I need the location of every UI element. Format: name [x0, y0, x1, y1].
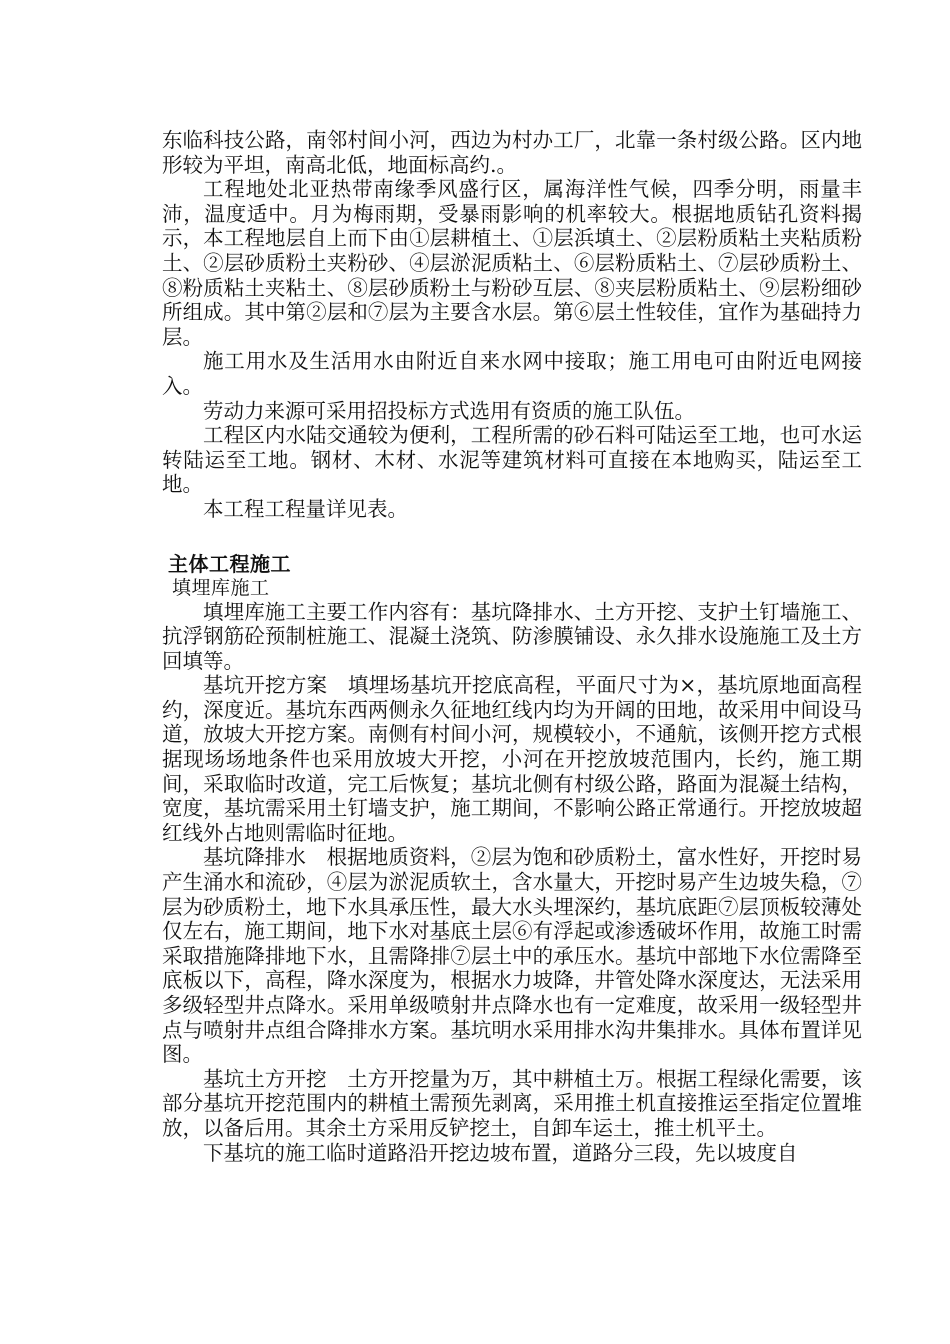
- paragraph-excavation-plan: 基坑开挖方案 填埋场基坑开挖底高程，平面尺寸为×，基坑原地面高程约，深度近。基坑东西两侧永久征地红线内均为开阔的田地，故采用中间设马道，放坡大开挖方案。南侧有村间小河，规模较小，不通航，该侧开挖方式根据现场场地条件也采用放坡大开挖，小河在开挖放坡范围内，长约，施工期间，采取临时改道，完工后恢复；基坑北侧有村级公路，路面为混凝土结构，宽度，基坑需采用土钉墙支护，施工期间，不影响公路正常通行。开挖放坡超红线外占地则需临时征地。: [162, 673, 862, 845]
- paragraph-water-power: 施工用水及生活用水由附近自来水网中接取；施工用电可由附近电网接入。: [162, 349, 862, 398]
- paragraph-dewatering: 基坑降排水 根据地质资料，②层为饱和砂质粉土，富水性好，开挖时易产生涌水和流砂，④层为淤泥质软土，含水量大，开挖时易产生边坡失稳，⑦层为砂质粉土，地下水具承压性，最大水头埋深约，基坑底距⑦层顶板较薄处仅左右，施工期间，地下水对基底土层⑥有浮起或渗透破坏作用，故施工时需采取措施降排地下水，且需降排⑦层土中的承压水。基坑中部地下水位需降至底板以下，高程，降水深度为，根据水力坡降，井管处降水深度达，无法采用多级轻型井点降水。采用单级喷射井点降水也有一定难度，故采用一级轻型井点与喷射井点组合降排水方案。基坑明水采用排水沟井集排水。具体布置详见图。: [162, 845, 862, 1067]
- paragraph-quantities: 本工程工程量详见表。: [203, 496, 408, 521]
- paragraph-transport: 工程区内水陆交通较为便利，工程所需的砂石料可陆运至工地，也可水运转陆运至工地。钢材、木材、水泥等建筑材料可直接在本地购买，陆运至工地。: [162, 423, 862, 497]
- paragraph-earthwork: 基坑土方开挖 土方开挖量为万，其中耕植土万。根据工程绿化需要，该部分基坑开挖范围内的耕植土需预先剥离，采用推土机直接推运至指定位置堆放，以备后用。其余土方采用反铲挖土，自卸车运土，推土机平土。: [162, 1066, 862, 1140]
- section-heading: 主体工程施工: [168, 551, 291, 576]
- paragraph-temp-road: 下基坑的施工临时道路沿开挖边坡布置，道路分三段，先以坡度自: [203, 1140, 798, 1165]
- sub-heading: 填埋库施工: [172, 576, 270, 599]
- paragraph-location: 东临科技公路，南邻村间小河，西边为村办工厂，北靠一条村级公路。区内地形较为平坦，南高北低，地面标高约.。: [162, 128, 862, 177]
- document-body: [162, 128, 862, 1165]
- paragraph-climate-geology: 工程地处北亚热带南缘季风盛行区，属海洋性气候，四季分明，雨量丰沛，温度适中。月为梅雨期，受暴雨影响的机率较大。根据地质钻孔资料揭示，本工程地层自上而下由①层耕植土、①层浜填土、②层粉质粘土夹粘质粉土、②层砂质粉土夹粉砂、④层淤泥质粘土、⑥层粉质粘土、⑦层砂质粉土、⑧粉质粘土夹粘土、⑧层砂质粉土与粉砂互层、⑧夹层粉质粘土、⑨层粉细砂所组成。其中第②层和⑦层为主要含水层。第⑥层土性较佳，宜作为基础持力层。: [162, 177, 862, 349]
- paragraph-labor: 劳动力来源可采用招投标方式选用有资质的施工队伍。: [203, 398, 695, 423]
- paragraph-landfill-scope: 填埋库施工主要工作内容有：基坑降排水、土方开挖、支护土钉墙施工、抗浮钢筋砼预制桩施工、混凝土浇筑、防渗膜铺设、永久排水设施施工及土方回填等。: [162, 599, 862, 673]
